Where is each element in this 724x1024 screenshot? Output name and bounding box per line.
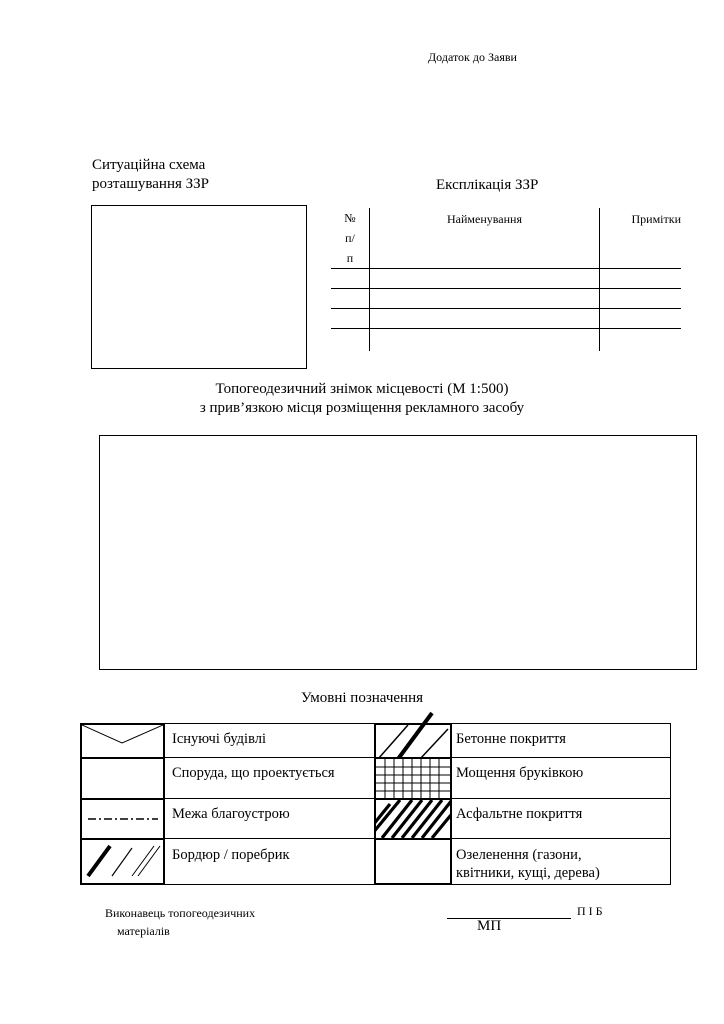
pib-label: П І Б bbox=[577, 904, 603, 918]
table-cell bbox=[370, 289, 600, 309]
legend-label-projected-structure: Споруда, що проектується bbox=[172, 765, 335, 781]
explication-table bbox=[331, 208, 681, 351]
table-cell bbox=[331, 329, 370, 352]
legend-label-existing-buildings: Існуючі будівлі bbox=[172, 731, 266, 747]
table-cell bbox=[370, 329, 600, 352]
table-cell bbox=[600, 269, 682, 289]
asphalt-hatch-icon bbox=[374, 798, 452, 840]
table-cell bbox=[370, 309, 600, 329]
existing-building-icon bbox=[80, 723, 165, 759]
explication-header-row bbox=[331, 208, 681, 269]
topo-title-line2: з прив’язкою місця розміщення рекламного засобу bbox=[199, 400, 525, 416]
table-row bbox=[331, 289, 681, 309]
concrete-hatch-icon bbox=[374, 723, 452, 759]
legend-label-landscaping-line2: квітники, кущі, дерева) bbox=[456, 865, 600, 881]
legend-border-right bbox=[670, 723, 671, 885]
legend-label-paving: Мощення бруківкою bbox=[456, 765, 584, 781]
table-cell bbox=[331, 309, 370, 329]
topo-title-line1: Топогеодезичний знімок місцевості (М 1:500) bbox=[215, 381, 509, 397]
signature-line bbox=[447, 918, 571, 919]
landscaping-icon bbox=[374, 838, 452, 885]
table-cell bbox=[370, 269, 600, 289]
executor-line2: матеріалів bbox=[117, 924, 170, 938]
legend-label-asphalt: Асфальтне покриття bbox=[456, 806, 583, 822]
table-row bbox=[331, 269, 681, 289]
paving-grid-icon bbox=[374, 757, 452, 800]
executor-line1: Виконавець топогеодезичних bbox=[105, 906, 256, 920]
legend-label-landscaping-line1: Озеленення (газони, bbox=[456, 847, 582, 863]
addendum-label: Додаток до Заяви bbox=[428, 50, 517, 64]
curb-lines-icon bbox=[80, 838, 165, 885]
table-cell bbox=[331, 269, 370, 289]
header-number-line1: № bbox=[344, 211, 356, 225]
situation-title-line2: розташування ЗЗР bbox=[92, 176, 209, 192]
boundary-line-icon bbox=[80, 798, 165, 840]
situation-title-line1: Ситуаційна схема bbox=[92, 157, 206, 173]
header-name-cell: Найменування bbox=[370, 208, 600, 269]
topo-title bbox=[0, 380, 724, 418]
stamp-placeholder: МП bbox=[477, 918, 502, 934]
table-cell bbox=[600, 329, 682, 352]
header-number-cell bbox=[331, 208, 370, 269]
legend-label-curb: Бордюр / поребрик bbox=[172, 847, 290, 863]
table-row bbox=[331, 329, 681, 352]
legend-title: Умовні позначення bbox=[300, 690, 423, 706]
projected-structure-icon bbox=[80, 757, 165, 800]
situation-title bbox=[92, 156, 209, 194]
legend-label-boundary: Межа благоустрою bbox=[172, 806, 290, 822]
table-cell bbox=[600, 289, 682, 309]
executor-label bbox=[105, 904, 255, 940]
header-number-line2: п/ bbox=[345, 231, 355, 245]
legend-label-concrete: Бетонне покриття bbox=[456, 731, 566, 747]
legend-label-landscaping bbox=[456, 846, 600, 882]
explication-title: Експлікація ЗЗР bbox=[436, 177, 539, 193]
table-cell bbox=[331, 289, 370, 309]
table-row bbox=[331, 309, 681, 329]
situation-scheme-box bbox=[91, 205, 307, 369]
header-notes-cell: Примітки bbox=[600, 208, 682, 269]
topo-survey-box bbox=[99, 435, 697, 670]
table-cell bbox=[600, 309, 682, 329]
header-number-line3: п bbox=[346, 251, 354, 265]
